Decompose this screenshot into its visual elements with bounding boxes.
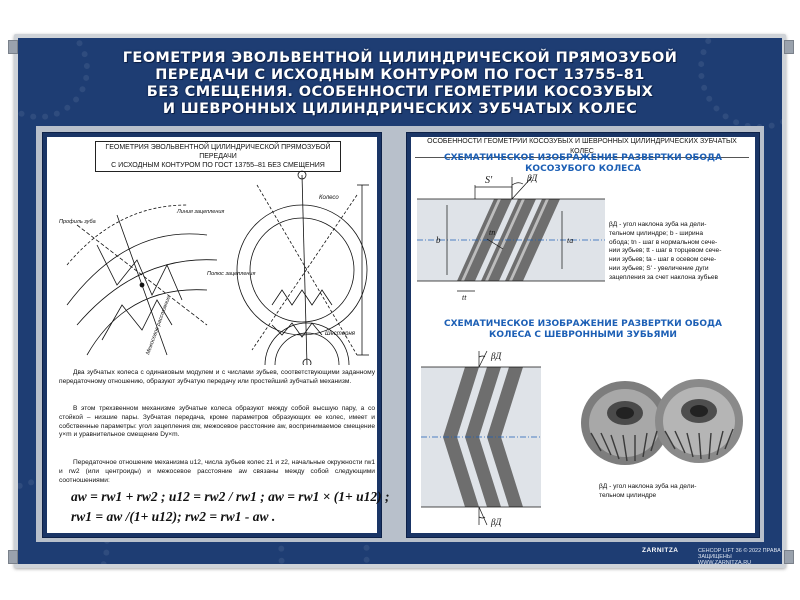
desc-line: нии зубьев; ta - шаг в осевом сече- <box>609 256 717 264</box>
desc-line: обода; tn - шаг в нормальном сече- <box>609 238 718 246</box>
spur-gear-diagram <box>57 165 377 365</box>
label-polyus: Полюс зацепления <box>207 271 256 277</box>
label-b: b <box>436 235 441 245</box>
heading-line: СХЕМАТИЧЕСКОЕ ИЗОБРАЖЕНИЕ РАЗВЕРТКИ ОБОДА <box>444 319 722 329</box>
label-beta-upper: βД <box>491 351 502 361</box>
poster-title <box>58 50 742 118</box>
content-band <box>36 126 764 542</box>
title-line: БЕЗ СМЕЩЕНИЯ. ОСОБЕННОСТИ ГЕОМЕТРИИ КОСОЗУБЫХ <box>146 84 654 100</box>
paragraph-3: Передаточное отношение механизма u12, числа зубьев колес z1 и z2, начальные окружности rw1 и rw2 (или центроиды) и межосевое расстояние aw связаны между собой следующими соотношениями: <box>59 459 375 484</box>
left-caption-line: С ИСХОДНЫМ КОНТУРОМ ПО ГОСТ 13755–81 БЕЗ СМЕЩЕНИЯ <box>111 162 325 169</box>
label-ta: ta <box>567 236 574 245</box>
label-tt: tt <box>462 293 467 301</box>
desc-line: нии зубьев; S' - увеличение дуги <box>609 264 709 272</box>
poster <box>18 38 782 564</box>
label-s-prime: S' <box>485 175 493 186</box>
heading-helical: СХЕМАТИЧЕСКОЕ ИЗОБРАЖЕНИЕ РАЗВЕРТКИ ОБОДА КОСОЗУБОГО КОЛЕСА <box>444 153 722 174</box>
desc-line: βД - угол наклона зуба на дели- <box>609 221 707 228</box>
imprint-line: СЕНСОР LIFT 36 © 2022 ПРАВА <box>698 548 781 554</box>
board-clip <box>784 550 794 564</box>
label-beta-lower: βД <box>491 517 502 527</box>
title-line: И ШЕВРОННЫХ ЦИЛИНДРИЧЕСКИХ ЗУБЧАТЫХ КОЛЕС <box>162 101 638 117</box>
desc-line: тельном цилиндре; b - ширина <box>609 229 703 237</box>
heading-herringbone <box>419 319 747 341</box>
label-liniya: Линия зацепления <box>177 209 225 215</box>
paragraph-2: В этом трехзвенном механизме зубчатые колеса образуют между собой высшую пару, а со стойкой – низшие пары. Зубчатая передача, кроме параметров образующих ее колес, имеет и собственные параметры: угол зацепления αw, межосевое расстояние aw, воспринимаемое смещение y×m и уравнительное смещение Dy×m. <box>59 405 375 439</box>
label-tn: tn <box>489 228 496 237</box>
herringbone-rim-diagram <box>417 349 567 529</box>
board-clip <box>8 40 18 54</box>
formula-line-2: rw1 = aw /(1+ u12); rw2 = rw1 - aw . <box>71 509 276 524</box>
herringbone-gear-illustration <box>577 373 749 473</box>
heading-line: КОЛЕСА С ШЕВРОННЫМИ ЗУБЬЯМИ <box>489 330 677 340</box>
title-line: ПЕРЕДАЧИ С ИСХОДНЫМ КОНТУРОМ ПО ГОСТ 13755–81 <box>155 67 645 83</box>
brand-logo: ZARNITZA <box>642 547 679 554</box>
paragraph-1: Два зубчатых колеса с одинаковым модулем и с числами зубьев, соответствующими заданному передаточному отношению, образуют зубчатую передачу или простейший зубчатый механизм. <box>59 369 375 385</box>
desc-line: тельном цилиндре <box>599 491 657 499</box>
right-panel <box>406 132 760 538</box>
left-panel <box>42 132 390 538</box>
left-panel-content <box>47 137 390 533</box>
right-panel-content <box>411 137 755 533</box>
right-caption: ОСОБЕННОСТИ ГЕОМЕТРИИ КОСОЗУБЫХ И ШЕВРОННЫХ ЦИЛИНДРИЧЕСКИХ ЗУБЧАТЫХ КОЛЕС <box>415 137 749 158</box>
helical-description <box>609 221 751 283</box>
left-caption-line: ГЕОМЕТРИЯ ЭВОЛЬВЕНТНОЙ ЦИЛИНДРИЧЕСКОЙ ПРЯМОЗУБОЙ ПЕРЕДАЧИ <box>105 144 331 160</box>
desc-line: зацепления за счет наклона зубьев <box>609 273 719 281</box>
label-shesternya: Шестерня <box>325 331 355 337</box>
label-beta-top: βД <box>527 173 538 183</box>
imprint <box>698 548 782 564</box>
title-line: ГЕОМЕТРИЯ ЭВОЛЬВЕНТНОЙ ЦИЛИНДРИЧЕСКОЙ ПРЯМОЗУБОЙ <box>122 50 678 66</box>
label-koleso: Колесо <box>319 195 339 201</box>
imprint-line: ЗАЩИЩЕНЫ WWW.ZARNITZA.RU <box>698 554 752 564</box>
label-profil: Профиль зуба <box>59 219 96 225</box>
board-frame <box>14 34 786 568</box>
herringbone-description <box>599 483 749 501</box>
board-clip <box>8 550 18 564</box>
desc-line: βД - угол наклона зуба на дели- <box>599 483 697 490</box>
formula-line-1: aw = rw1 + rw2 ; u12 = rw2 / rw1 ; aw = rw1 × (1+ u12) ; <box>71 489 390 504</box>
desc-line: нии зубьев; tt - шаг в торцевом сече- <box>609 247 722 255</box>
label-mezhosevoe: Межосевое расстояние <box>145 295 173 356</box>
board-clip <box>784 40 794 54</box>
